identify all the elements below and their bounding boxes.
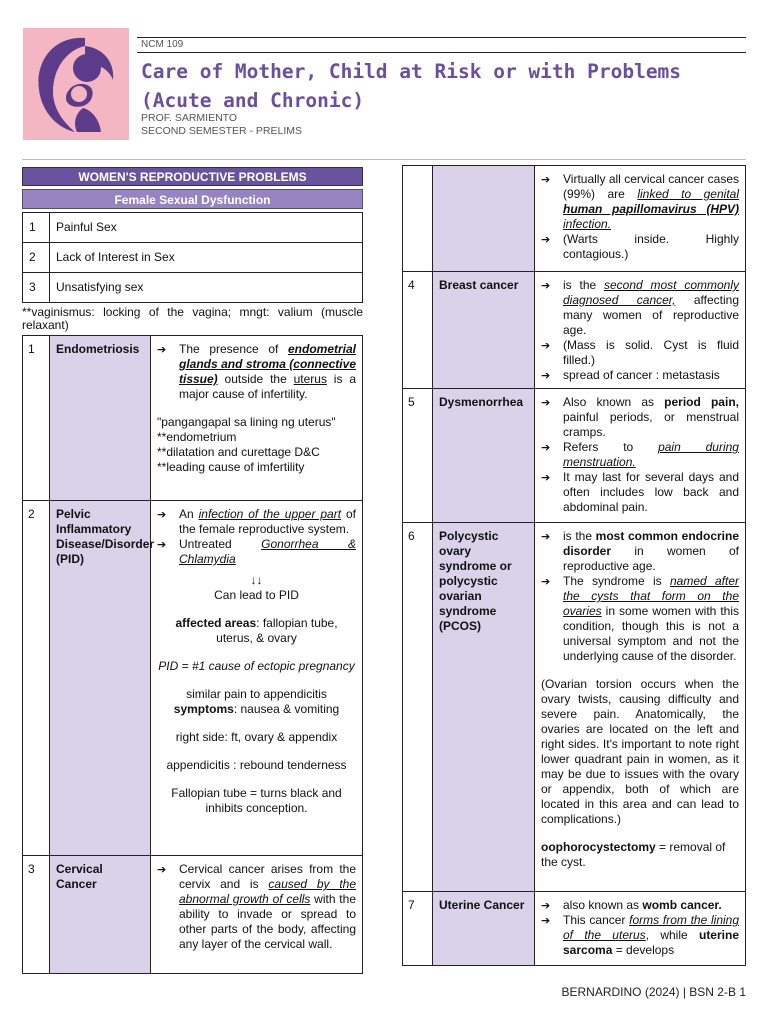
text: It may last for several days and often includes low back and abdominal pain.	[563, 470, 739, 514]
bullet	[541, 395, 739, 440]
text: in some women with this condition, though this is not a universal symptom and not the underlying cause of the disorder.	[563, 604, 739, 663]
down-arrows-icon: ↓↓	[250, 573, 263, 587]
professor: PROF. SARMIENTO	[141, 112, 238, 124]
condition-name: Cervical Cancer	[50, 856, 151, 974]
text: : nausea & vomiting	[233, 702, 340, 716]
semester: SECOND SEMESTER - PRELIMS	[141, 125, 303, 137]
condition-name: Dysmenorrhea	[433, 389, 535, 523]
condition-name: Endometriosis	[50, 336, 151, 501]
header-meta	[141, 112, 302, 138]
row-number: 5	[403, 389, 433, 523]
row-number-empty	[403, 166, 433, 272]
table-row	[23, 213, 363, 243]
text: = develops	[612, 943, 675, 957]
emphasis: second most commonly diagnosed cancer,	[563, 278, 739, 307]
text: An	[179, 507, 199, 521]
bullet	[157, 342, 356, 402]
row-text: Lack of Interest in Sex	[50, 243, 363, 273]
page-footer: BERNARDINO (2024) | BSN 2-B 1	[561, 985, 746, 999]
note	[157, 702, 356, 717]
text: This cancer	[563, 913, 630, 927]
conditions-table-left	[22, 335, 363, 974]
bullet	[541, 470, 739, 515]
note: "pangangapal sa lining ng uterus"	[157, 415, 336, 429]
row-number: 1	[23, 213, 50, 243]
text: with the ability to invade or spread to other parts of the body, affecting any layer of the cervical wall.	[179, 892, 356, 951]
row-number: 3	[23, 273, 50, 303]
text: of the female reproductive system.	[179, 507, 357, 536]
table-row	[403, 892, 746, 966]
condition-description	[535, 166, 746, 272]
note: (Ovarian torsion occurs when the ovary twists, causing difficulty and severe pain. Anatomically, the ovaries are located on the left and right sides. It's important to note right lower quadrant pain in women, as it may be due to issues with the ovary or appendix, both of which are located in this area and can lead to complications.)	[541, 677, 739, 826]
text: (Mass is solid. Cyst is fluid filled.)	[563, 338, 739, 367]
row-number: 2	[23, 501, 50, 856]
emphasis: endometrial glands and stroma (connective tissue)	[179, 342, 356, 386]
note: **dilatation and curettage D&C	[157, 445, 320, 459]
note: **endometrium	[157, 430, 237, 444]
bullet	[541, 574, 739, 664]
emphasis: uterine sarcoma	[563, 928, 739, 957]
condition-name: Polycystic ovary syndrome or polycystic ovarian syndrome (PCOS)	[433, 523, 535, 892]
text: also known as	[563, 898, 643, 912]
emphasis: named after the cysts	[563, 574, 739, 603]
text: The syndrome is	[563, 574, 670, 588]
text: , while	[645, 928, 699, 942]
label: affected areas	[175, 616, 257, 630]
condition-name-empty	[433, 166, 535, 272]
row-number: 2	[23, 243, 50, 273]
condition-name: Uterine Cancer	[433, 892, 535, 966]
note: appendicitis : rebound tenderness	[166, 758, 347, 772]
text: Untreated	[179, 537, 262, 551]
conditions-table-right	[402, 165, 746, 966]
emphasis: uterus	[293, 372, 327, 386]
course-code: NCM 109	[141, 39, 184, 50]
note: similar pain to appendicitis	[186, 687, 327, 701]
text: Refers to	[563, 440, 659, 454]
section-subtitle: Female Sexual Dysfunction	[22, 189, 363, 209]
mother-child-logo	[23, 28, 129, 140]
condition-description	[535, 272, 746, 389]
bullet	[541, 232, 739, 262]
table-row	[23, 243, 363, 273]
section-title: WOMEN'S REPRODUCTIVE PROBLEMS	[22, 167, 363, 186]
text: spread of cancer : metastasis	[563, 368, 720, 382]
emphasis: most common endocrine disorder	[563, 529, 740, 558]
header-rule-top	[137, 37, 746, 38]
emphasis: forms from the lining of the uterus	[563, 913, 740, 942]
bullet	[541, 172, 739, 232]
text: (Warts inside. Highly contagious.)	[563, 232, 739, 261]
vaginismus-note: **vaginismus: locking of the vagina; mngt: valium (muscle relaxant)	[22, 305, 363, 332]
table-row	[23, 336, 363, 501]
text: : fallopian tube, uterus, & ovary	[216, 616, 338, 645]
bullet	[541, 338, 739, 368]
condition-description	[151, 856, 363, 974]
text: Virtually all cervical cancer cases (99%) are	[563, 172, 739, 201]
emphasis: that form on the	[618, 589, 739, 603]
text: The presence of	[179, 342, 288, 356]
condition-name: Pelvic Inflammatory Disease/Disorder (PID)	[50, 501, 151, 856]
text: Cervical cancer arises from the cervix and is	[179, 862, 356, 891]
condition-description	[535, 892, 746, 966]
note: Can lead to PID	[214, 588, 299, 602]
text: is the	[563, 278, 604, 292]
mother-and-child-icon	[23, 28, 129, 140]
table-row	[403, 523, 746, 892]
note: right side: ft, ovary & appendix	[175, 730, 338, 744]
condition-description	[151, 501, 363, 856]
row-number: 1	[23, 336, 50, 501]
text: is the	[563, 529, 596, 543]
text: outside the	[217, 372, 294, 386]
bullet	[541, 529, 739, 574]
condition-description	[151, 336, 363, 501]
emphasis: period pain,	[664, 395, 739, 409]
emphasis: pain during menstruation.	[563, 440, 739, 469]
emphasis: Gonorrhea & Chlamydia	[179, 537, 356, 566]
bullet	[157, 507, 356, 537]
text: is a major cause of infertility.	[179, 372, 356, 401]
row-number: 3	[23, 856, 50, 974]
bullet	[157, 862, 356, 952]
right-column	[402, 165, 746, 966]
bullet	[157, 537, 356, 567]
row-text: Painful Sex	[50, 213, 363, 243]
dysfunction-table	[22, 212, 363, 303]
bullet	[541, 440, 739, 470]
note	[157, 616, 356, 646]
emphasis: womb cancer.	[642, 898, 722, 912]
label: oophorocystectomy	[541, 840, 656, 854]
note: PID = #1 cause of ectopic pregnancy	[158, 659, 355, 673]
text: in women of reproductive age.	[563, 544, 739, 573]
text: painful periods, or menstrual cramps.	[563, 410, 739, 439]
condition-name: Breast cancer	[433, 272, 535, 389]
table-row	[23, 273, 363, 303]
left-column	[22, 167, 363, 974]
table-row	[403, 389, 746, 523]
text: Also known as	[563, 395, 665, 409]
table-row	[403, 272, 746, 389]
table-row	[403, 166, 746, 272]
emphasis: linked to genital	[637, 187, 739, 201]
row-number: 4	[403, 272, 433, 389]
text: affecting many women of reproductive age.	[563, 293, 740, 337]
note: Fallopian tube = turns black and inhibits conception.	[171, 786, 342, 815]
row-number: 6	[403, 523, 433, 892]
row-number: 7	[403, 892, 433, 966]
bullet	[541, 913, 739, 958]
bullet	[541, 368, 739, 383]
header-rule-bottom	[137, 52, 746, 53]
page-title: Care of Mother, Child at Risk or with Problems (Acute and Chronic)	[141, 60, 682, 112]
condition-description	[535, 389, 746, 523]
note: **leading cause of imfertility	[157, 460, 305, 474]
note	[541, 840, 739, 870]
emphasis: caused by the abnormal growth of cells	[179, 877, 357, 906]
text: = removal of the cyst.	[541, 840, 726, 869]
emphasis: infection.	[563, 217, 612, 231]
row-text: Unsatisfying sex	[50, 273, 363, 303]
table-row	[23, 501, 363, 856]
bullet	[541, 898, 739, 913]
emphasis: human papillomavirus (HPV)	[563, 202, 739, 216]
label: symptoms	[173, 702, 234, 716]
bullet	[541, 278, 739, 338]
header-separator	[22, 159, 746, 160]
emphasis: infection of the upper part	[198, 507, 342, 521]
table-row	[23, 856, 363, 974]
condition-description	[535, 523, 746, 892]
emphasis: ovaries	[563, 604, 602, 618]
